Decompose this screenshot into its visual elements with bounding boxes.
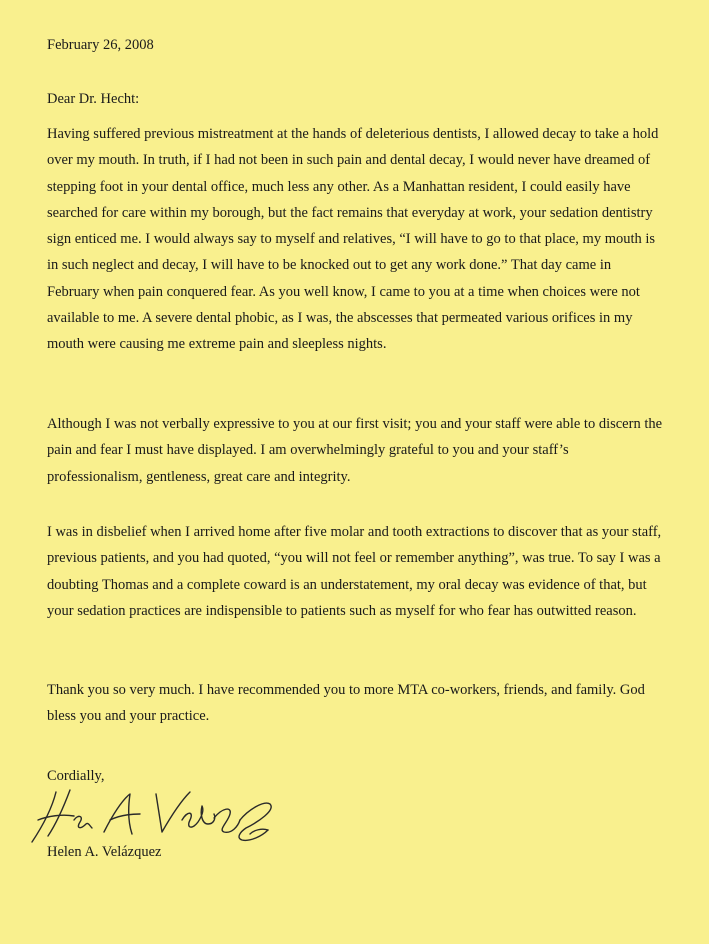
letter-paragraph-4: Thank you so very much. I have recommended you to more MTA co-workers, friends, and family. God bless you and your practice. <box>47 682 645 725</box>
letter-date: February 26, 2008 <box>47 37 154 53</box>
handwritten-signature <box>18 780 278 852</box>
letter-paragraph-3: I was in disbelief when I arrived home after five molar and tooth extractions to discover that as your staff, previous patients, and you had quoted, “you will not feel or remember anything”, was true. To say I was a doubting Thomas and a complete coward is an understatement, my oral decay was evidence of that, but your sedation practices are indispensible to patients such as myself for who fear has outwitted reason. <box>47 524 662 619</box>
letter-salutation: Dear Dr. Hecht: <box>47 91 140 107</box>
letter-paragraph-1: Having suffered previous mistreatment at the hands of deleterious dentists, I allowed decay to take a hold over my mouth. In truth, if I had not been in such pain and dental decay, I would never have dreamed of stepping foot in your dental office, much less any other. As a Manhattan resident, I could easily have searched for care within my borough, but the fact remains that everyday at work, your sedation dentistry sign enticed me. I would always say to myself and relatives, “I will have to go to that place, my mouth is in such neglect and decay, I will have to be knocked out to get any work done.” That day came in February when pain conquered fear. As you well know, I came to you at a time when choices were not available to me. A severe dental phobic, as I was, the abscesses that permeated various orifices in my mouth were causing me extreme pain and sleepless nights. <box>47 126 659 353</box>
letter-closing: Cordially, <box>47 768 105 784</box>
letter-paragraph-2: Although I was not verbally expressive to you at our first visit; you and your staff were able to discern the pain and fear I must have displayed. I am overwhelmingly grateful to you and your staff’s professionalism, gentleness, great care and integrity. <box>47 416 663 485</box>
signer-name: Helen A. Velázquez <box>47 844 162 860</box>
